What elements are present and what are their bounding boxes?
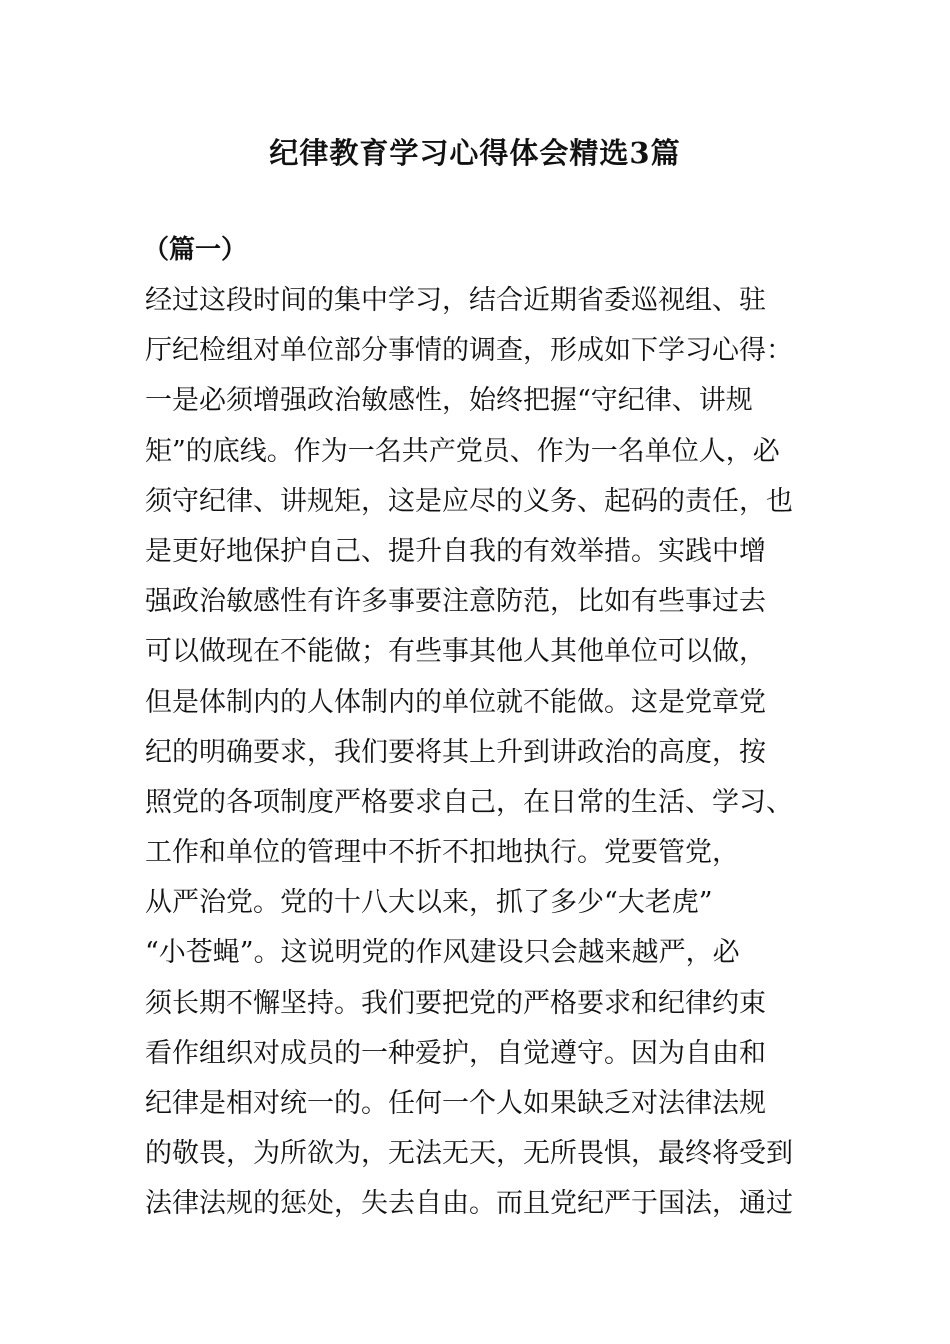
text-line: 经过这段时间的集中学习，结合近期省委巡视组、驻	[145, 285, 766, 316]
text-line: 纪的明确要求，我们要将其上升到讲政治的高度，按	[145, 736, 766, 768]
text-line: 须长期不懈坚持。我们要把党的严格要求和纪律约束	[145, 987, 766, 1019]
text-line: 是更好地保护自己、提升自我的有效举措。实践中增	[145, 535, 766, 567]
text-line: 从严治党。党的十八大以来，抓了多少“大老虎”	[145, 887, 713, 919]
text-line: 矩”的底线。作为一名共产党员、作为一名单位人，必	[145, 435, 780, 467]
text-line: 强政治敏感性有许多事要注意防范，比如有些事过去	[145, 586, 766, 618]
text-line: 工作和单位的管理中不折不扣地执行。党要管党，	[145, 837, 739, 869]
text-line: 纪律是相对统一的。任何一个人如果缺乏对法律法规	[145, 1088, 766, 1119]
text-line: 一是必须增强政治敏感性，始终把握“守纪律、讲规	[145, 385, 753, 417]
document-title: 纪律教育学习心得体会精选3篇	[269, 136, 681, 170]
text-line: 但是体制内的人体制内的单位就不能做。这是党章党	[145, 686, 766, 718]
text-line: 的敬畏，为所欲为，无法无天，无所畏惧，最终将受到	[145, 1138, 793, 1170]
text-line: 须守纪律、讲规矩，这是应尽的义务、起码的责任，也	[145, 485, 793, 517]
text-line: “小苍蝇”。这说明党的作风建设只会越来越严，必	[145, 937, 740, 969]
body-text	[145, 276, 815, 1230]
text-line: 照党的各项制度严格要求自己，在日常的生活、学习、	[145, 786, 793, 818]
text-line: 看作组织对成员的一种爱护，自觉遵守。因为自由和	[145, 1037, 766, 1069]
text-line: 法律法规的惩处，失去自由。而且党纪严于国法，通过	[145, 1188, 793, 1220]
text-line: 可以做现在不能做；有些事其他人其他单位可以做，	[145, 636, 766, 668]
section-heading: （篇一）	[143, 235, 248, 265]
text-line: 厅纪检组对单位部分事情的调查，形成如下学习心得：	[145, 335, 793, 367]
